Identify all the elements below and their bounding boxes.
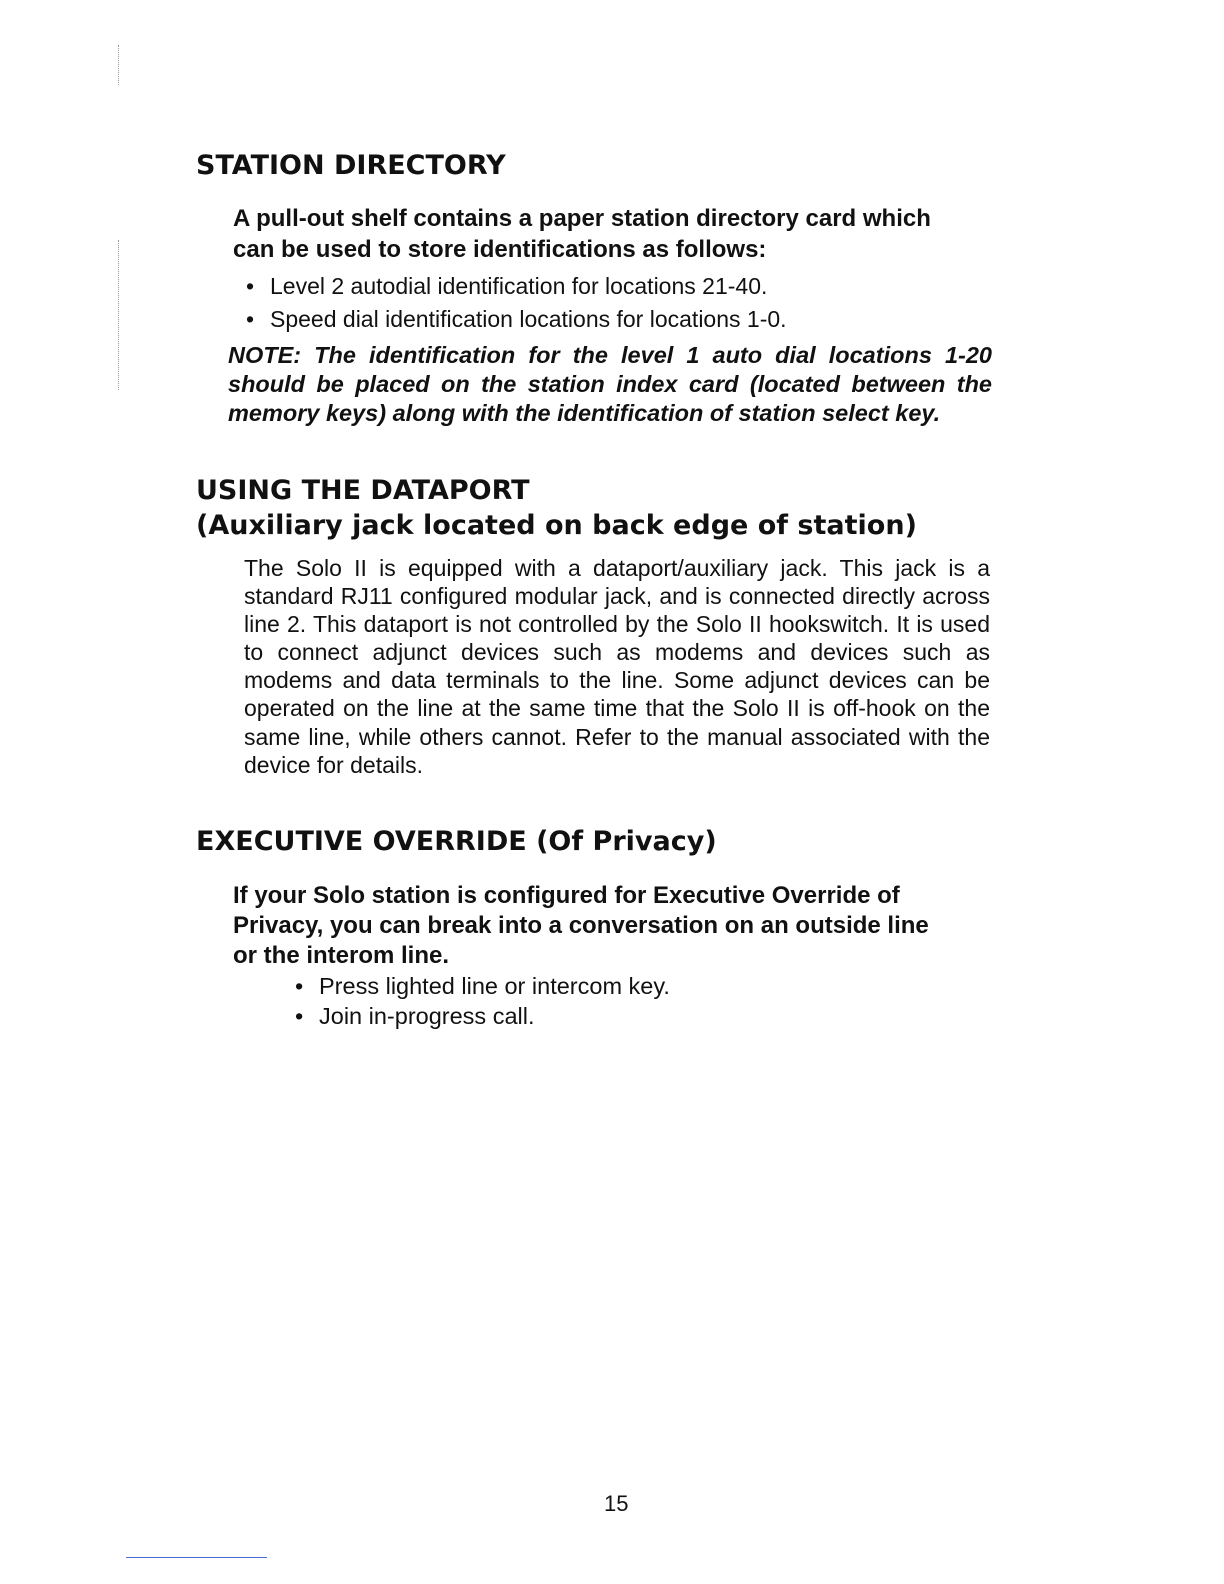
list-item-text: Level 2 autodial identification for locations 21-40. xyxy=(270,273,768,299)
bullet-icon: • xyxy=(246,273,255,299)
executive-override-intro-line1: If your Solo station is configured for Executive Override of xyxy=(233,882,900,909)
station-directory-heading: STATION DIRECTORY xyxy=(196,150,506,181)
list-item-text: Join in-progress call. xyxy=(319,1003,535,1029)
executive-override-intro-line3: or the interom line. xyxy=(233,942,450,969)
scan-margin-mark xyxy=(118,240,120,390)
list-item-text: Speed dial identification locations for locations 1-0. xyxy=(270,306,787,332)
dataport-body: The Solo II is equipped with a dataport/auxiliary jack. This jack is a standard RJ11 configured modular jack, and is connected directly across line 2. This dataport is not controlled by the Solo II hookswitch. It is used to connect adjunct devices such as modems and devices such as modems and data terminals to the line. Some adjunct devices can be operated on the line at the same time that the Solo II is off-hook on the same line, while others cannot. Refer to the manual associated with the device for details. xyxy=(244,555,990,778)
dataport-subheading: (Auxiliary jack located on back edge of station) xyxy=(196,510,917,541)
station-directory-note: NOTE: The identification for the level 1 auto dial locations 1-20 should be placed on the station index card (located between the memory keys) along with the identification of station select key. xyxy=(228,342,992,426)
station-directory-bullet-list xyxy=(243,270,787,336)
list-item xyxy=(292,1001,670,1031)
executive-override-bullet-list xyxy=(292,971,670,1031)
list-item xyxy=(243,270,787,303)
list-item xyxy=(292,971,670,1001)
list-item-text: Press lighted line or intercom key. xyxy=(319,973,670,999)
page-number: 15 xyxy=(604,1491,629,1516)
bullet-icon: • xyxy=(295,973,304,999)
scan-edge-line xyxy=(126,1557,267,1558)
bullet-icon: • xyxy=(295,1003,304,1029)
station-directory-intro-line1: A pull-out shelf contains a paper station directory card which xyxy=(233,205,931,232)
executive-override-intro-line2: Privacy, you can break into a conversation on an outside line xyxy=(233,912,929,939)
executive-override-heading: EXECUTIVE OVERRIDE (Of Privacy) xyxy=(196,826,717,857)
scan-margin-mark xyxy=(118,45,120,85)
list-item xyxy=(243,303,787,336)
station-directory-intro-line2: can be used to store identifications as follows: xyxy=(233,236,767,263)
dataport-heading: USING THE DATAPORT xyxy=(196,475,530,506)
bullet-icon: • xyxy=(246,306,255,332)
